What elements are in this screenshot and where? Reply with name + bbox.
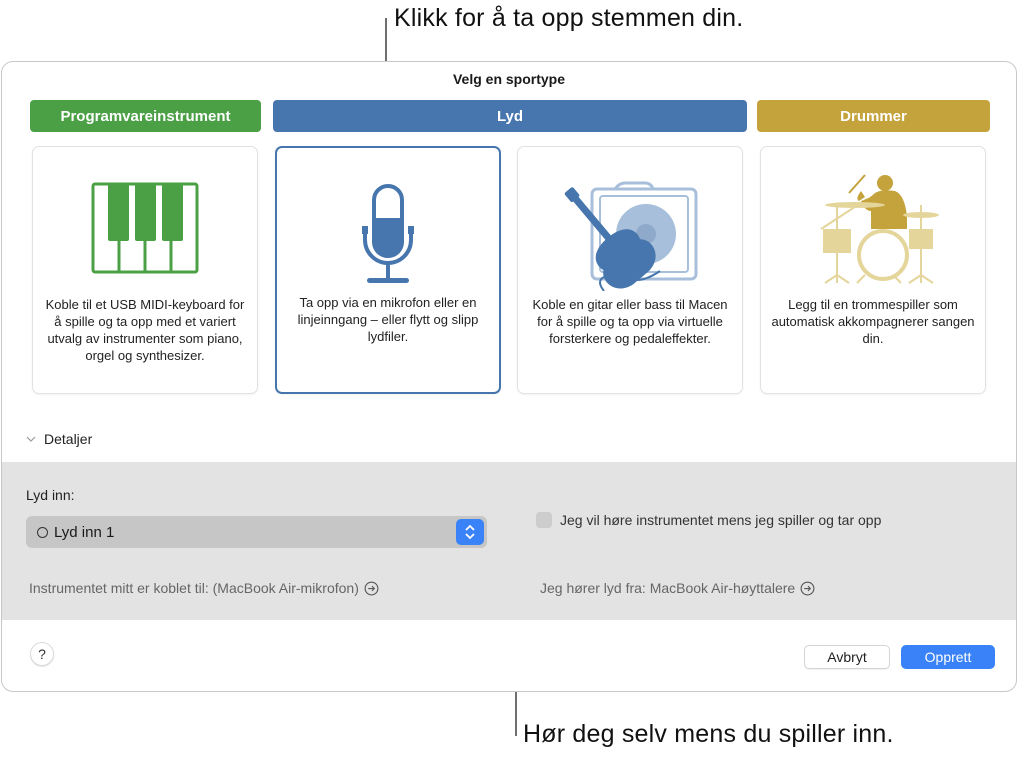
help-button[interactable]: ? xyxy=(30,642,54,666)
card-guitar[interactable] xyxy=(517,146,743,394)
arrow-circle-right-icon[interactable] xyxy=(800,581,815,596)
card-description: Koble en gitar eller bass til Macen for å spille og ta opp via virtuelle forsterkere og pedaleffekter. xyxy=(532,297,728,346)
arrow-circle-right-icon[interactable] xyxy=(364,581,379,596)
card-audio[interactable] xyxy=(275,146,501,394)
tab-software-instrument[interactable]: Programvareinstrument xyxy=(30,100,261,132)
card-drummer[interactable] xyxy=(760,146,986,394)
callout-monitor: Hør deg selv mens du spiller inn. xyxy=(523,720,894,748)
instrument-connected-info[interactable] xyxy=(29,580,379,596)
monitor-checkbox-row[interactable] xyxy=(536,512,881,528)
audio-input-label: Lyd inn: xyxy=(26,487,75,503)
tab-audio[interactable]: Lyd xyxy=(273,100,747,132)
mono-input-icon xyxy=(37,527,48,538)
dialog-title: Velg en sportype xyxy=(452,71,566,87)
microphone-icon xyxy=(318,170,458,290)
popup-stepper-icon[interactable] xyxy=(456,519,484,545)
card-description: Legg til en trommespiller som automatisk akkompagnerer sangen din. xyxy=(771,297,975,346)
monitor-checkbox[interactable] xyxy=(536,512,552,528)
create-button[interactable]: Opprett xyxy=(901,645,995,669)
monitor-checkbox-label: Jeg vil høre instrumentet mens jeg spiller og tar opp xyxy=(560,512,882,528)
output-info[interactable] xyxy=(540,580,815,596)
details-disclosure[interactable] xyxy=(26,431,92,447)
card-description: Ta opp via en mikrofon eller en linjeinngang – eller flytt og slipp lydfiler. xyxy=(297,295,479,344)
new-track-dialog xyxy=(1,61,1017,692)
details-panel xyxy=(2,462,1016,620)
tab-drummer[interactable]: Drummer xyxy=(757,100,990,132)
card-software-instrument[interactable] xyxy=(32,146,258,394)
audio-input-value: Lyd inn 1 xyxy=(54,523,115,541)
output-info-text: Jeg hører lyd fra: MacBook Air-høyttalere xyxy=(540,580,796,596)
guitar-amp-icon xyxy=(560,171,700,291)
piano-keyboard-icon xyxy=(75,171,215,291)
chevron-down-icon xyxy=(26,434,36,444)
cancel-button[interactable]: Avbryt xyxy=(804,645,890,669)
details-label: Detaljer xyxy=(44,431,93,447)
audio-input-popup[interactable] xyxy=(26,516,487,548)
callout-record-voice: Klikk for å ta opp stemmen din. xyxy=(394,4,744,32)
instrument-connected-text: Instrumentet mitt er koblet til: (MacBook Air-mikrofon) xyxy=(29,580,359,596)
card-description: Koble til et USB MIDI-keyboard for å spille og ta opp med et variert utvalg av instrumenter som piano, orgel og synthesizer. xyxy=(45,297,245,363)
drummer-icon xyxy=(803,171,943,291)
